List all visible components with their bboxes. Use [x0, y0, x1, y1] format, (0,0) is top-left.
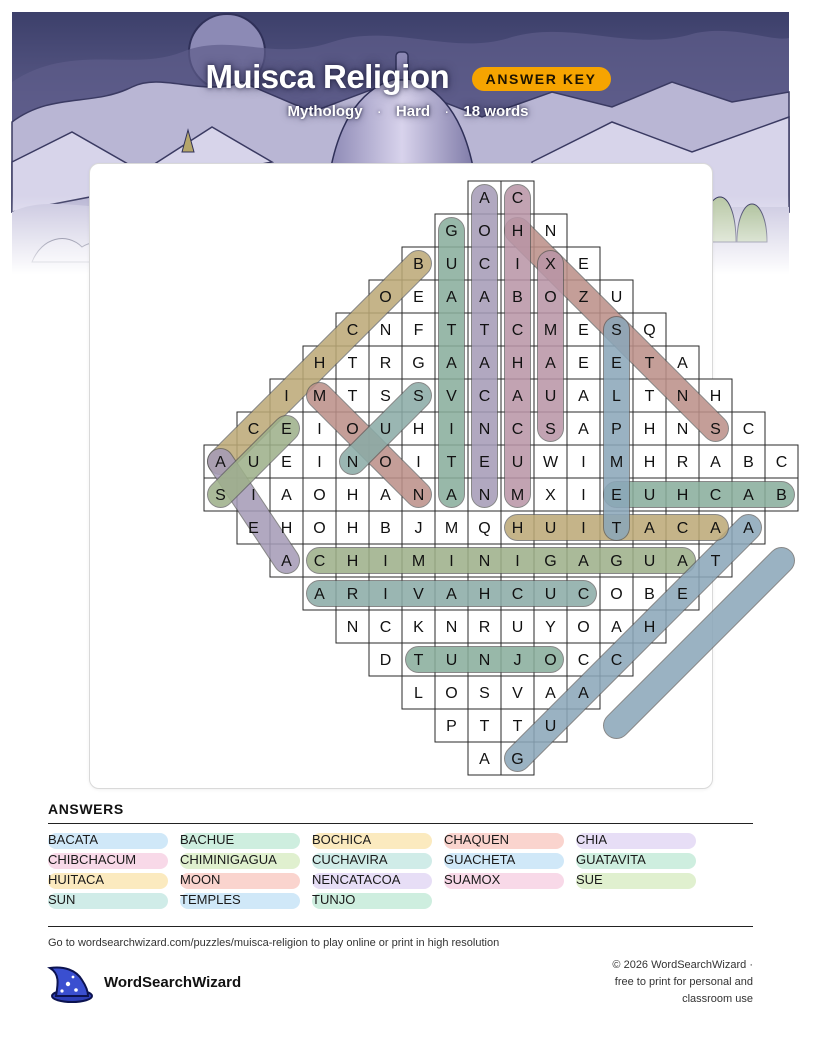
grid-letter: A [578, 685, 589, 702]
grid-letter: O [313, 520, 326, 537]
separator: · [376, 103, 382, 120]
grid-letter: S [545, 421, 556, 438]
grid-letter: N [445, 619, 458, 636]
grid-letter: T [710, 553, 721, 570]
grid-letter: S [380, 388, 391, 405]
grid-letter: O [445, 685, 458, 702]
grid-letter: A [446, 355, 457, 372]
grid-letter: T [347, 355, 358, 372]
grid-letter: U [544, 586, 557, 603]
wizard-hat-icon [46, 962, 94, 1009]
grid-letter: A [578, 388, 589, 405]
answer-item [48, 872, 180, 888]
grid-letter: B [776, 487, 787, 504]
grid-letter: C [709, 487, 722, 504]
grid-letter: E [611, 355, 622, 372]
brand-name: WordSearchWizard [104, 974, 242, 991]
grid-letter: C [478, 256, 491, 273]
answer-item [48, 892, 180, 908]
answer-item [312, 832, 444, 848]
grid-letter: Q [643, 322, 656, 339]
grid-letter: A [545, 685, 556, 702]
grid-letter: A [611, 619, 622, 636]
answer-word: SUE [576, 872, 603, 887]
grid-letter: H [511, 223, 524, 240]
answer-item [576, 832, 708, 848]
grid-letter: C [511, 190, 524, 207]
grid-letter: U [643, 553, 656, 570]
grid-letter: C [577, 652, 590, 669]
grid-letter: H [643, 421, 656, 438]
grid-letter: B [380, 520, 391, 537]
grid-letter: I [284, 388, 289, 405]
puzzle-card [89, 163, 788, 789]
grid-letter: T [446, 454, 457, 471]
grid-letter: N [412, 487, 425, 504]
play-online-link[interactable]: Go to wordsearchwizard.com/puzzles/muisca-religion to play online or print in high resolution [48, 937, 500, 949]
grid-letter: B [644, 586, 655, 603]
grid-letter: I [383, 553, 388, 570]
grid-letter: D [379, 652, 392, 669]
answer-item [444, 872, 576, 888]
answer-word: SUN [48, 892, 76, 907]
grid-letter: N [544, 223, 557, 240]
grid-letter: O [544, 652, 557, 669]
grid-letter: N [676, 421, 689, 438]
grid-letter: E [578, 322, 589, 339]
grid-letter: U [544, 718, 557, 735]
grid-letter: H [709, 388, 722, 405]
grid-letter: N [346, 619, 359, 636]
answers-heading: ANSWERS [48, 801, 124, 817]
grid-letter: J [513, 652, 522, 669]
grid-letter: Z [578, 289, 589, 306]
grid-letter: F [413, 322, 424, 339]
puzzle-meta [0, 103, 816, 120]
grid-letter: A [479, 289, 490, 306]
grid-letter: X [545, 256, 556, 273]
answer-word: MOON [180, 872, 221, 887]
grid-letter: P [611, 421, 622, 438]
grid-letter: R [379, 355, 392, 372]
grid-letter: A [479, 751, 490, 768]
grid-letter: T [446, 322, 457, 339]
grid-letter: N [346, 454, 359, 471]
grid-letter: R [346, 586, 359, 603]
grid-letter: C [742, 421, 755, 438]
grid-letter: J [414, 520, 423, 537]
grid-letter: I [515, 256, 520, 273]
answer-word: BACATA [48, 832, 99, 847]
grid-letter: E [248, 520, 259, 537]
grid-letter: A [677, 355, 688, 372]
divider [48, 926, 753, 927]
grid-letter: Q [478, 520, 491, 537]
grid-letter: B [413, 256, 424, 273]
grid-letter: H [412, 421, 425, 438]
grid-letter: C [610, 652, 623, 669]
grid-letter: M [312, 388, 327, 405]
grid-letter: S [611, 322, 622, 339]
grid-letter: A [644, 520, 655, 537]
answer-item [180, 892, 312, 908]
answer-word: TUNJO [312, 892, 356, 907]
grid-letter: H [511, 355, 524, 372]
copyright-notice [533, 957, 753, 1008]
grid-letter: U [379, 421, 392, 438]
grid-letter: T [479, 718, 490, 735]
answer-item [444, 832, 576, 848]
answer-word: HUITACA [48, 872, 105, 887]
grid-letter: O [313, 487, 326, 504]
grid-letter: I [449, 553, 454, 570]
answer-word: GUACHETA [444, 852, 516, 867]
grid-letter: C [775, 454, 788, 471]
grid-letter: V [413, 586, 424, 603]
grid-letter: A [479, 355, 490, 372]
grid-letter: S [413, 388, 424, 405]
grid-letter: I [515, 553, 520, 570]
grid-letter: I [416, 454, 421, 471]
grid-letter: A [743, 520, 754, 537]
grid-letter: O [577, 619, 590, 636]
answer-word: CHIMINIGAGUA [180, 852, 277, 867]
answer-item [444, 852, 576, 868]
grid-letter: N [478, 421, 491, 438]
grid-letter: A [281, 487, 292, 504]
grid-letter: U [511, 619, 524, 636]
word-count-label: 18 words [463, 103, 529, 120]
grid-letter: C [379, 619, 392, 636]
grid-letter: U [445, 256, 458, 273]
grid-letter: I [581, 520, 586, 537]
word-search-grid[interactable] [90, 164, 788, 788]
grid-letter: V [446, 388, 457, 405]
grid-letter: H [478, 586, 491, 603]
answer-word: TEMPLES [180, 892, 241, 907]
grid-letter: W [542, 454, 559, 471]
grid-letter: S [710, 421, 721, 438]
grid-letter: T [644, 355, 655, 372]
grid-letter: N [478, 487, 491, 504]
grid-letter: H [346, 487, 359, 504]
answer-item [312, 892, 444, 908]
grid-letter: U [445, 652, 458, 669]
grid-letter: A [479, 190, 490, 207]
grid-letter: C [511, 586, 524, 603]
answer-word: NENCATACOA [312, 872, 401, 887]
grid-letter: B [512, 289, 523, 306]
grid-letter: A [677, 553, 688, 570]
grid-letter: E [281, 454, 292, 471]
grid-letter: I [383, 586, 388, 603]
grid-letter: C [478, 388, 491, 405]
copyright-line: classroom use [682, 993, 753, 1005]
grid-letter: E [578, 256, 589, 273]
grid-letter: E [281, 421, 292, 438]
grid-letter: A [446, 586, 457, 603]
page-title: Muisca Religion [205, 58, 450, 95]
grid-letter: T [413, 652, 424, 669]
answer-word: GUATAVITA [576, 852, 646, 867]
grid-letter: T [512, 718, 523, 735]
grid-letter: C [346, 322, 359, 339]
grid-letter: U [544, 388, 557, 405]
grid-letter: T [644, 388, 655, 405]
grid-letter: R [478, 619, 491, 636]
grid-letter: H [313, 355, 326, 372]
answer-item [180, 832, 312, 848]
grid-letter: H [346, 520, 359, 537]
answers-list [48, 832, 753, 908]
grid-letter: U [247, 454, 260, 471]
answer-word: CHIA [576, 832, 608, 847]
grid-letter: C [313, 553, 326, 570]
grid-letter: O [379, 289, 392, 306]
answer-item [180, 872, 312, 888]
grid-letter: E [413, 289, 424, 306]
grid-letter: G [610, 553, 623, 570]
grid-letter: A [314, 586, 325, 603]
grid-letter: P [446, 718, 457, 735]
divider [48, 823, 753, 824]
answer-item [576, 852, 708, 868]
grid-letter: E [479, 454, 490, 471]
grid-letter: A [281, 553, 292, 570]
grid-letter: U [544, 520, 557, 537]
grid-letter: X [545, 487, 556, 504]
answer-word: CHIBCHACUM [48, 852, 137, 867]
grid-letter: A [710, 520, 721, 537]
copyright-line: © 2026 WordSearchWizard · [612, 959, 753, 971]
grid-letter: A [578, 553, 589, 570]
grid-letter: A [545, 355, 556, 372]
grid-letter: N [676, 388, 689, 405]
grid-letter: G [511, 751, 524, 768]
copyright-line: free to print for personal and [614, 976, 753, 988]
answer-item [312, 872, 444, 888]
grid-letter: U [511, 454, 524, 471]
grid-letter: A [446, 487, 457, 504]
grid-letter: I [317, 421, 322, 438]
grid-letter: H [643, 454, 656, 471]
grid-letter: A [578, 421, 589, 438]
grid-letter: E [578, 355, 589, 372]
grid-letter: O [544, 289, 557, 306]
grid-letter: T [347, 388, 358, 405]
grid-letter: O [379, 454, 392, 471]
grid-letter: C [511, 421, 524, 438]
grid-letter: M [411, 553, 426, 570]
category-label: Mythology [287, 103, 363, 120]
answer-word: BOCHICA [312, 832, 372, 847]
grid-letter: O [610, 586, 623, 603]
answer-word: CUCHAVIRA [312, 852, 388, 867]
grid-letter: A [710, 454, 721, 471]
answer-item [48, 852, 180, 868]
grid-letter: V [512, 685, 523, 702]
grid-letter: I [317, 454, 322, 471]
grid-letter: C [511, 322, 524, 339]
grid-letter: T [479, 322, 490, 339]
grid-letter: A [743, 487, 754, 504]
grid-letter: G [544, 553, 557, 570]
grid-letter: T [611, 520, 622, 537]
answer-item [180, 852, 312, 868]
difficulty-label: Hard [395, 103, 431, 120]
answer-item [312, 852, 444, 868]
grid-letter: S [479, 685, 490, 702]
answer-item [48, 832, 180, 848]
grid-letter: H [676, 487, 689, 504]
grid-letter: A [380, 487, 391, 504]
grid-letter: I [581, 487, 586, 504]
grid-letter: A [512, 388, 523, 405]
grid-letter: U [643, 487, 656, 504]
grid-letter: Y [545, 619, 556, 636]
grid-letter: C [577, 586, 590, 603]
grid-letter: G [412, 355, 425, 372]
grid-letter: B [743, 454, 754, 471]
grid-letter: C [247, 421, 260, 438]
grid-letter: I [251, 487, 256, 504]
grid-letter: E [611, 487, 622, 504]
grid-letter: G [445, 223, 458, 240]
grid-letter: M [543, 322, 558, 339]
grid-letter: K [413, 619, 424, 636]
grid-letter: L [414, 685, 423, 702]
answer-item [576, 872, 708, 888]
grid-letter: M [510, 487, 525, 504]
grid-letter: C [676, 520, 689, 537]
answer-word: CHAQUEN [444, 832, 510, 847]
title-row [0, 58, 816, 96]
grid-letter: H [511, 520, 524, 537]
grid-letter: H [643, 619, 656, 636]
answer-word: SUAMOX [444, 872, 501, 887]
grid-letter: H [280, 520, 293, 537]
grid-letter: O [478, 223, 491, 240]
grid-letter: A [446, 289, 457, 306]
grid-letter: E [677, 586, 688, 603]
grid-letter: R [676, 454, 689, 471]
grid-letter: N [478, 553, 491, 570]
grid-letter: N [478, 652, 491, 669]
grid-letter: U [610, 289, 623, 306]
answer-word: BACHUE [180, 832, 235, 847]
grid-letter: M [609, 454, 624, 471]
grid-letter: L [612, 388, 621, 405]
grid-letter: A [215, 454, 226, 471]
grid-letter: I [449, 421, 454, 438]
grid-letter: N [379, 322, 392, 339]
grid-letter: O [346, 421, 359, 438]
grid-letter: I [581, 454, 586, 471]
grid-letter: S [215, 487, 226, 504]
answer-key-badge: ANSWER KEY [472, 67, 611, 91]
grid-letter: H [346, 553, 359, 570]
grid-letter: M [444, 520, 459, 537]
separator: · [444, 103, 450, 120]
